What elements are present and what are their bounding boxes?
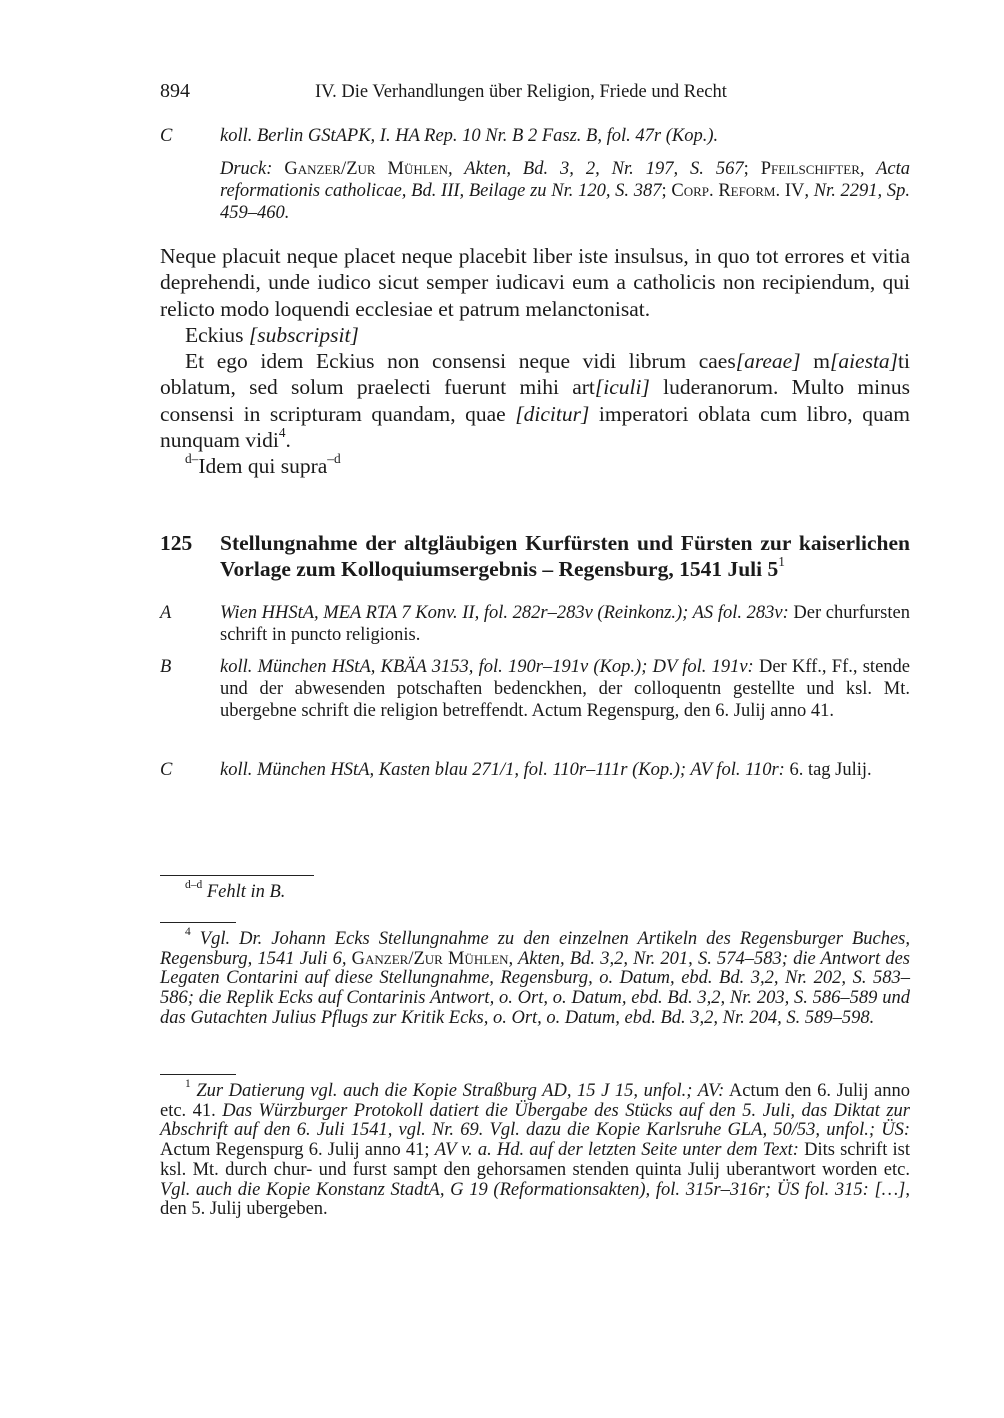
ref-acta: , Acta reformationis catholicae, Bd. III, Beilage zu Nr. 120, S. 387 <box>220 159 911 201</box>
running-title: IV. Die Verhandlungen über Religion, Friede und Recht <box>315 82 727 102</box>
source-text <box>220 759 910 781</box>
footnote-ref-4[interactable]: 4 <box>278 424 286 440</box>
source-entry-c <box>160 759 910 781</box>
quoted-text: , den 5. Julij ubergeben. <box>160 1179 910 1220</box>
editorial-expansion: [areae] <box>735 349 801 374</box>
source-entry-a <box>160 602 910 646</box>
text-run: Vgl. Dr. Johann Ecks Stellungnahme zu den einzelnen Artikeln des Regensburger Buches, Regensburg, 1541 Juli 6, <box>160 929 910 969</box>
note-mark: d–d <box>185 879 203 892</box>
footnote-4 <box>160 926 910 1029</box>
text-run: ti oblatum, sed solum praelecti fuerunt mihi art <box>160 349 910 400</box>
note-text: Fehlt in B. <box>202 882 286 902</box>
paragraph: Neque placuit neque placet neque placebit liber iste insulsus, in quo tot errores et vitia deprehendi, unde iudico sicut semper iudicavi eum a catholicis non recipiendum, qui relicto modo loquendi ecclesiae et patrum melanctonisat. <box>160 244 910 321</box>
print-references <box>160 158 910 224</box>
textual-note-mark[interactable]: –d <box>327 451 341 467</box>
footnote-number: 4 <box>185 926 191 939</box>
quoted-text: Dits schrift ist ksl. Mt. durch chur- und furst sampt den gehorsamen stenden quinta Julij uberantwort worden etc. <box>160 1140 910 1180</box>
signature-line <box>160 322 910 348</box>
footnote-ref-1[interactable]: 1 <box>778 553 785 569</box>
text-run: . <box>285 428 291 453</box>
source-text: koll. Berlin GStAPK, I. HA Rep. 10 Nr. B 2 Fasz. B, fol. 47r (Kop.). <box>220 126 719 146</box>
signatory: Eckius <box>185 322 249 347</box>
document-number: 125 <box>160 531 193 555</box>
running-header <box>160 80 910 106</box>
source-entry-b <box>160 656 910 722</box>
source-entry-c-prev <box>160 125 910 147</box>
footnote-rule <box>160 875 314 876</box>
ref-akten: , Akten, Bd. 3, 2, Nr. 197, S. 567 <box>448 159 744 179</box>
druck-label: Druck: <box>220 159 273 179</box>
separator: ; <box>661 181 672 201</box>
print-references-text <box>220 158 910 224</box>
text-run: m <box>800 349 830 374</box>
text-run: Das Würzburger Protokoll datiert die Übergabe des Stücks auf den 5. Juli, das Diktat zur Abschrift auf den 6. Juli 1541, vgl. Nr. 69. Vgl. dazu die Kopie Karlsruhe GLA, 50/53, unfol.; ÜS: <box>160 1100 910 1141</box>
text-run: Vgl. auch die Kopie Konstanz StadtA, G 19 (Reformationsakten), fol. 315r–316r; ÜS fol. 315: […] <box>160 1179 906 1200</box>
source-siglum: C <box>160 760 173 780</box>
archive-reference: koll. München HStA, KBÄA 3153, fol. 190r–191v (Kop.); DV fol. 191v: <box>220 657 754 677</box>
quoted-text: 6. tag Julij. <box>784 760 872 780</box>
footnote-number: 1 <box>185 1078 191 1091</box>
textual-apparatus <box>160 879 910 903</box>
quoted-text: Actum den 6. Julij anno etc. 41. <box>160 1081 911 1121</box>
text-run: , Akten, Bd. 3,2, Nr. 201, S. 574–583; die Antwort des Legaten Contarini auf diese Stellungnahme, Regensburg, o. Datum, ebd. Bd. 3,2, Nr. 202, S. 583–586; die Replik Ecks auf Contarinis Antwort, o. Ort, o. Datum, ebd. Bd. 3,2, Nr. 203, S. 586–589 und das Gutachten Julius Pflugs zur Kritik Ecks, o. Ort, o. Datum, ebd. Bd. 3,2, Nr. 204, S. 589–598. <box>160 948 910 1028</box>
text-run: luderanorum. Multo minus consensi in scripturam quandam, quae <box>160 375 910 426</box>
main-text <box>160 243 910 480</box>
quoted-text: Der churfursten schrift in puncto religionis. <box>220 603 910 645</box>
quoted-text: Der Kff., Ff., stende und der abwesenden potschaften bedenckhen, der colloquentn gestellte und ksl. Mt. ubergebne schrift die religion betreffendt. Actum Regenspurg, den 6. Julij anno 41. <box>220 657 910 721</box>
editorial-expansion: [dicitur] <box>515 401 590 426</box>
textual-note-mark[interactable]: d– <box>185 451 199 467</box>
text-run: Zur Datierung vgl. auch die Kopie Straßburg AD, 15 J 15, unfol.; AV: <box>190 1081 725 1101</box>
editorial-expansion: [aiesta] <box>829 349 899 374</box>
volume: IV <box>780 181 805 201</box>
author-pfeilschifter: Pfeilschifter <box>760 159 860 179</box>
signatory: Idem qui supra <box>198 454 328 479</box>
title-text: Stellungnahme der altgläubigen Kurfürsten und Fürsten zur kaiserlichen Vorlage zum Kolloquiumsergebnis – Regensburg, 1541 Juli 5 <box>220 531 910 581</box>
separator: ; <box>743 159 761 179</box>
source-siglum: C <box>160 126 173 146</box>
archive-reference: koll. München HStA, Kasten blau 271/1, fol. 110r–111r (Kop.); AV fol. 110r: <box>220 760 785 780</box>
author-corp-reform: Corp. Reform. <box>671 181 781 201</box>
text-run: AV v. a. Hd. auf der letzten Seite unter dem Text: <box>434 1140 799 1161</box>
source-siglum: B <box>160 657 172 677</box>
textual-note-dd <box>160 879 910 903</box>
archive-reference: Wien HHStA, MEA RTA 7 Konv. II, fol. 282r–283v (Reinkonz.); AS fol. 283v: <box>220 603 789 623</box>
ref-corp: , Nr. 2291, Sp. 459–460. <box>220 181 910 223</box>
text-run: imperatori oblata cum libro, quam nunquam vidi <box>160 401 910 453</box>
editorial-note: [subscripsit] <box>248 322 359 347</box>
text-run: Et ego idem Eckius non consensi neque vidi librum caes <box>185 349 736 374</box>
footnote-text <box>160 926 910 1029</box>
source-siglum: A <box>160 603 172 623</box>
footnote-rule <box>160 922 236 923</box>
author-name: Ganzer/Zur Mühlen <box>351 948 509 969</box>
page-number: 894 <box>160 80 190 102</box>
footnote-1 <box>160 1078 911 1220</box>
footnote-text <box>160 1078 911 1220</box>
document-title <box>220 530 910 582</box>
source-text <box>220 602 910 646</box>
document-heading <box>160 530 910 582</box>
signature-line <box>160 453 910 479</box>
editorial-expansion: [iculi] <box>594 375 650 400</box>
footnote-rule <box>160 1074 236 1075</box>
author-ganzer: Ganzer/Zur Mühlen <box>284 159 448 179</box>
paragraph <box>160 348 910 453</box>
source-text <box>220 656 910 722</box>
quoted-text: Actum Regenspurg 6. Julij anno 41; <box>160 1140 435 1161</box>
